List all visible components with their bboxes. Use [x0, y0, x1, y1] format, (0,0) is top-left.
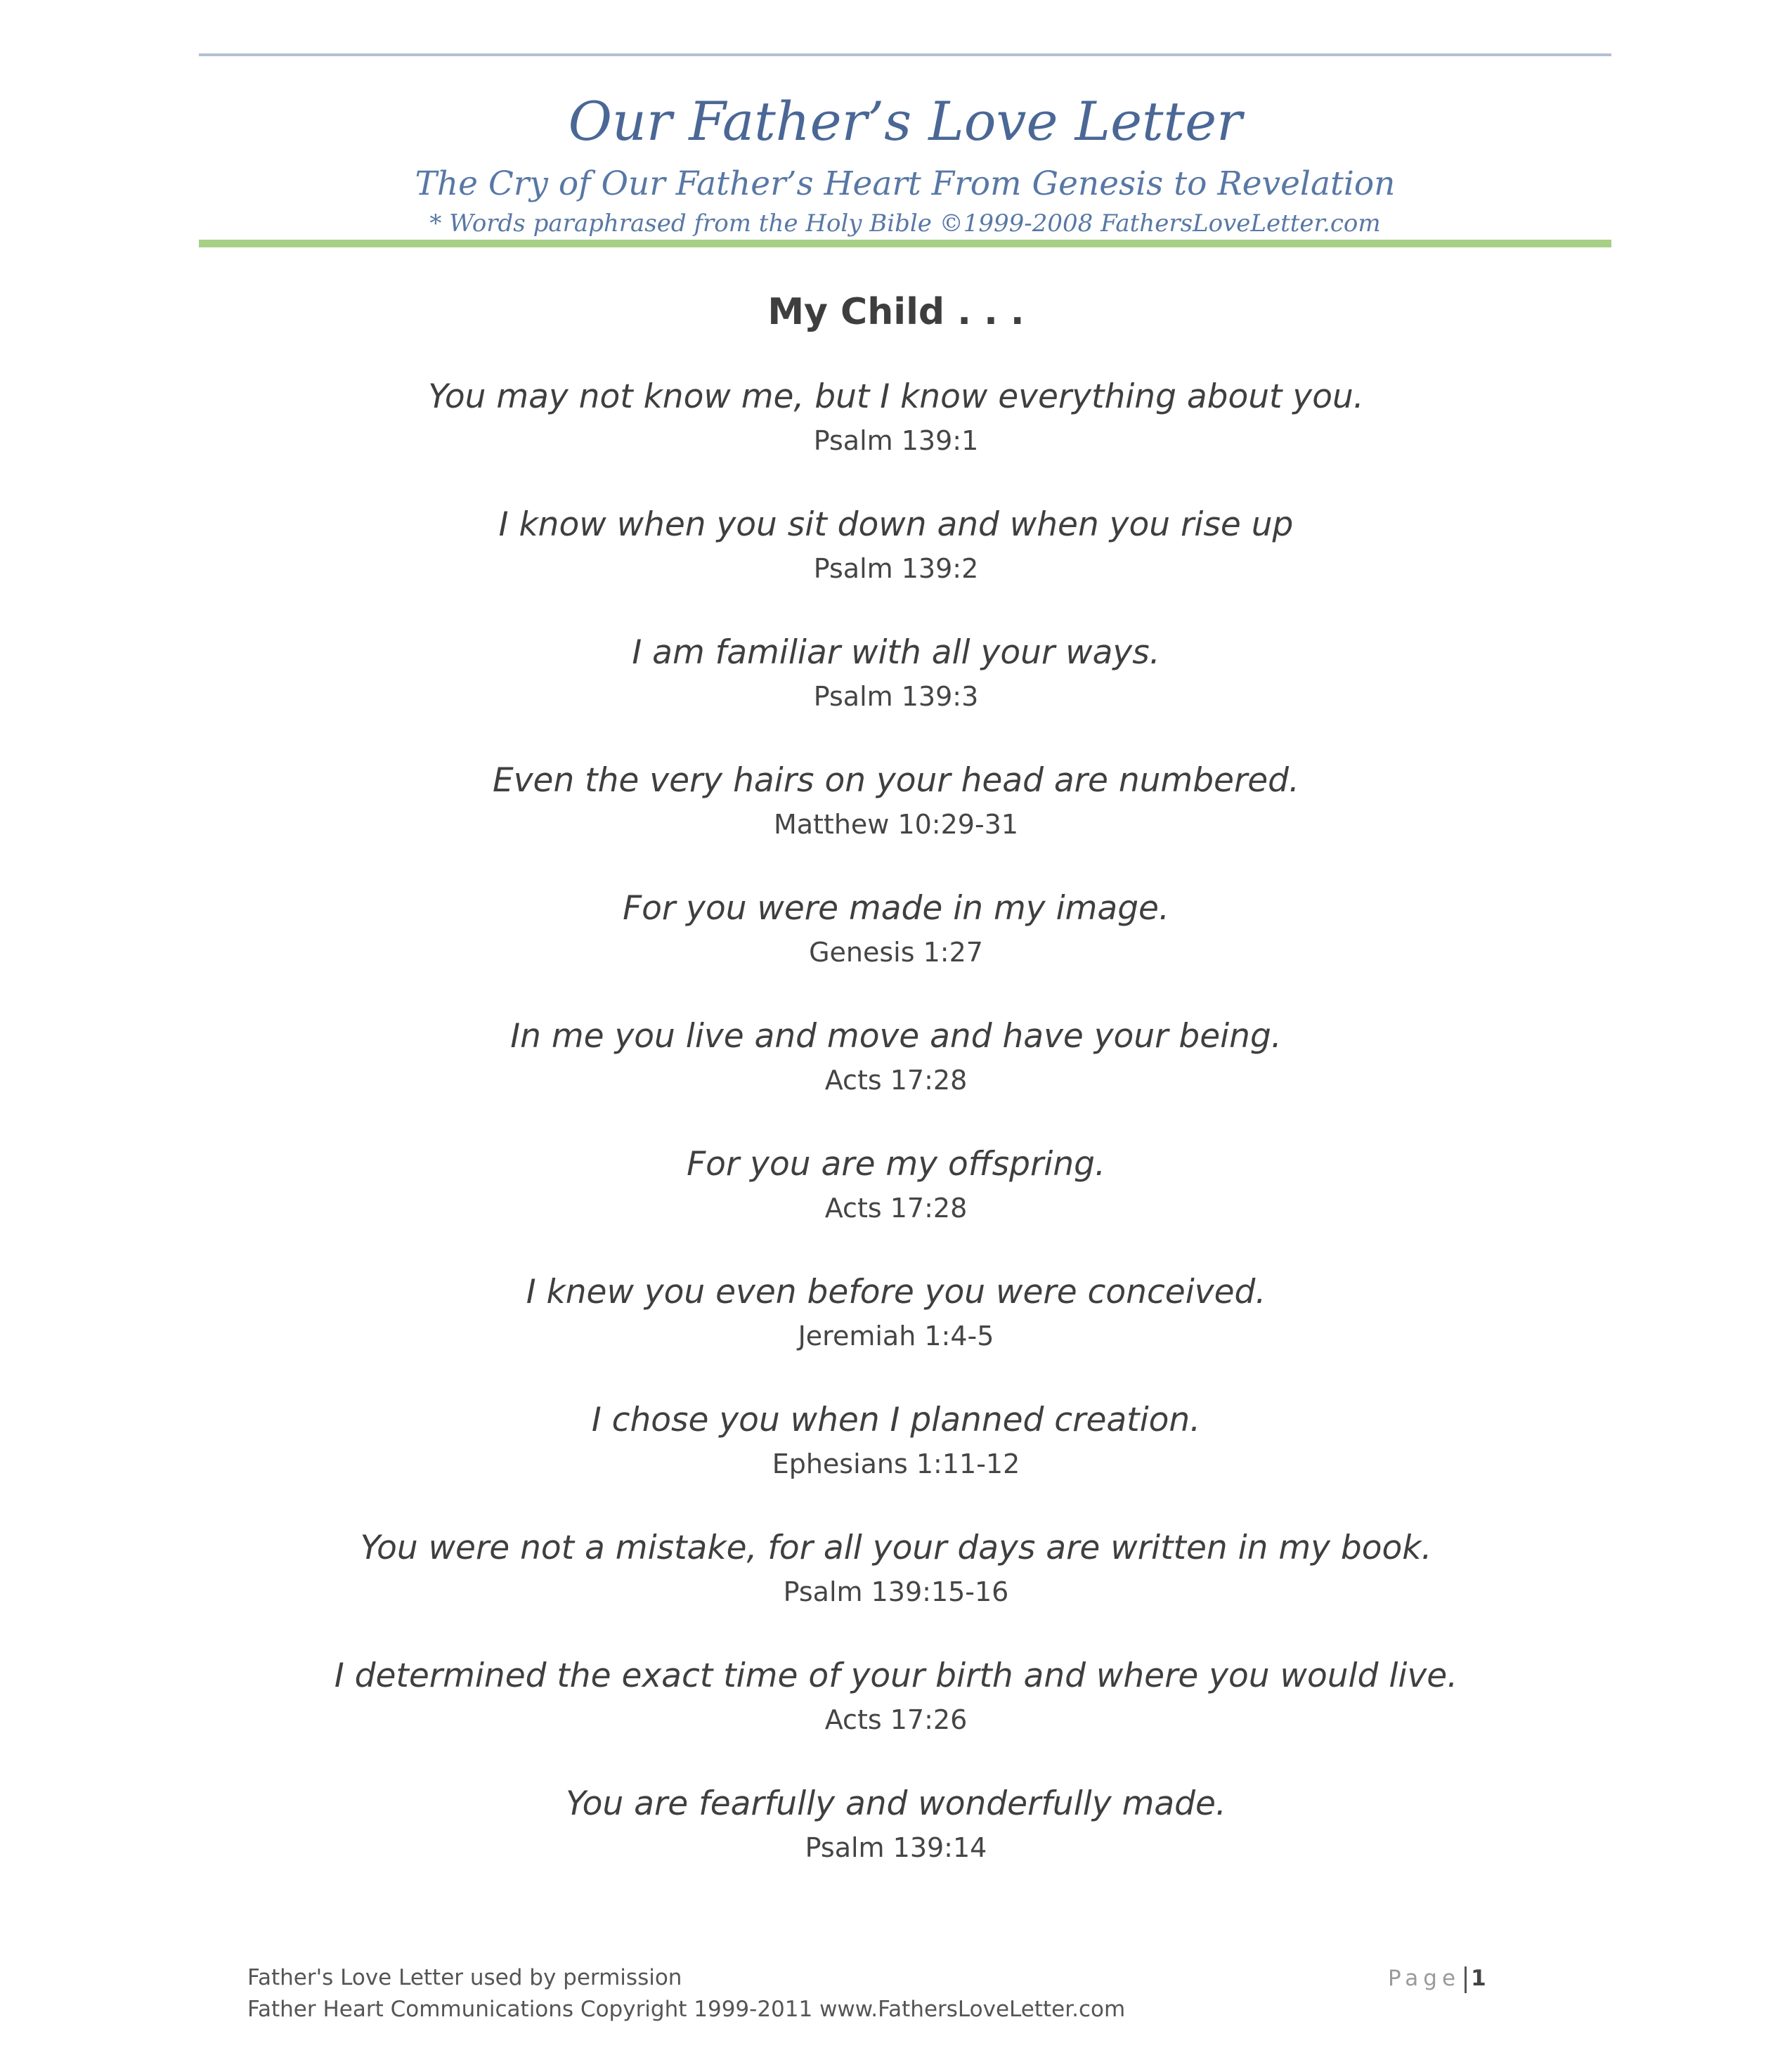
verse-text: You are fearfully and wonderfully made. — [566, 1784, 1226, 1823]
verse-text: For you are my offspring. — [687, 1145, 1105, 1184]
page-indicator — [1388, 1963, 1486, 1994]
verse-item — [0, 1524, 1792, 1652]
verse-text: For you were made in my image. — [623, 889, 1169, 928]
verse-text: You may not know me, but I know everything about you. — [428, 377, 1364, 416]
verse-reference: Psalm 139:3 — [813, 681, 979, 712]
verse-reference: Genesis 1:27 — [809, 937, 983, 968]
verse-reference: Matthew 10:29-31 — [773, 809, 1019, 840]
header-bottom-rule — [199, 240, 1611, 247]
page-label: Page — [1388, 1966, 1461, 1991]
verse-text: You were not a mistake, for all your days are written in my book. — [360, 1529, 1432, 1567]
greeting-heading: My Child . . . — [767, 291, 1025, 333]
footer-permission-line: Father's Love Letter used by permission — [247, 1965, 682, 1990]
verse-item — [0, 756, 1792, 884]
document-header — [199, 83, 1611, 239]
page-number: 1 — [1471, 1966, 1486, 1991]
document-footer — [247, 1962, 1125, 2025]
verse-text: I chose you when I planned creation. — [591, 1401, 1201, 1439]
verse-text: I determined the exact time of your birth and where you would live. — [334, 1657, 1458, 1695]
verse-item — [0, 1652, 1792, 1780]
verse-item — [0, 884, 1792, 1012]
document-subtitle: The Cry of Our Father’s Heart From Genesis to Revelation — [415, 164, 1396, 203]
verse-reference: Psalm 139:1 — [813, 425, 979, 456]
verse-item — [0, 500, 1792, 628]
verse-item — [0, 1140, 1792, 1268]
verse-reference: Ephesians 1:11-12 — [772, 1448, 1020, 1479]
verse-reference: Psalm 139:15-16 — [783, 1576, 1009, 1607]
document-source-note: * Words paraphrased from the Holy Bible ©1999-2008 FathersLoveLetter.com — [429, 209, 1381, 238]
document-title: Our Father’s Love Letter — [568, 90, 1242, 153]
verse-reference: Acts 17:28 — [824, 1193, 968, 1224]
verse-item — [0, 628, 1792, 756]
verse-reference: Psalm 139:14 — [805, 1832, 987, 1863]
verse-item — [0, 1012, 1792, 1140]
verse-text: I knew you even before you were conceived. — [526, 1273, 1266, 1311]
verse-item — [0, 372, 1792, 500]
verse-reference: Psalm 139:2 — [813, 553, 979, 584]
verse-reference: Acts 17:26 — [824, 1704, 968, 1735]
verse-text: I know when you sit down and when you rise up — [498, 505, 1294, 544]
page-separator — [1465, 1966, 1467, 1993]
footer-copyright-line: Father Heart Communications Copyright 1999-2011 www.FathersLoveLetter.com — [247, 1997, 1126, 2022]
verse-text: Even the very hairs on your head are numbered. — [493, 761, 1299, 800]
verse-reference: Jeremiah 1:4-5 — [798, 1321, 994, 1351]
verse-item — [0, 1396, 1792, 1524]
header-top-rule — [199, 53, 1611, 56]
verse-item — [0, 1268, 1792, 1396]
verse-text: In me you live and move and have your being. — [510, 1017, 1282, 1056]
verse-text: I am familiar with all your ways. — [632, 633, 1160, 672]
verse-item — [0, 1780, 1792, 1907]
verse-reference: Acts 17:28 — [824, 1065, 968, 1096]
verse-list — [0, 372, 1792, 1907]
